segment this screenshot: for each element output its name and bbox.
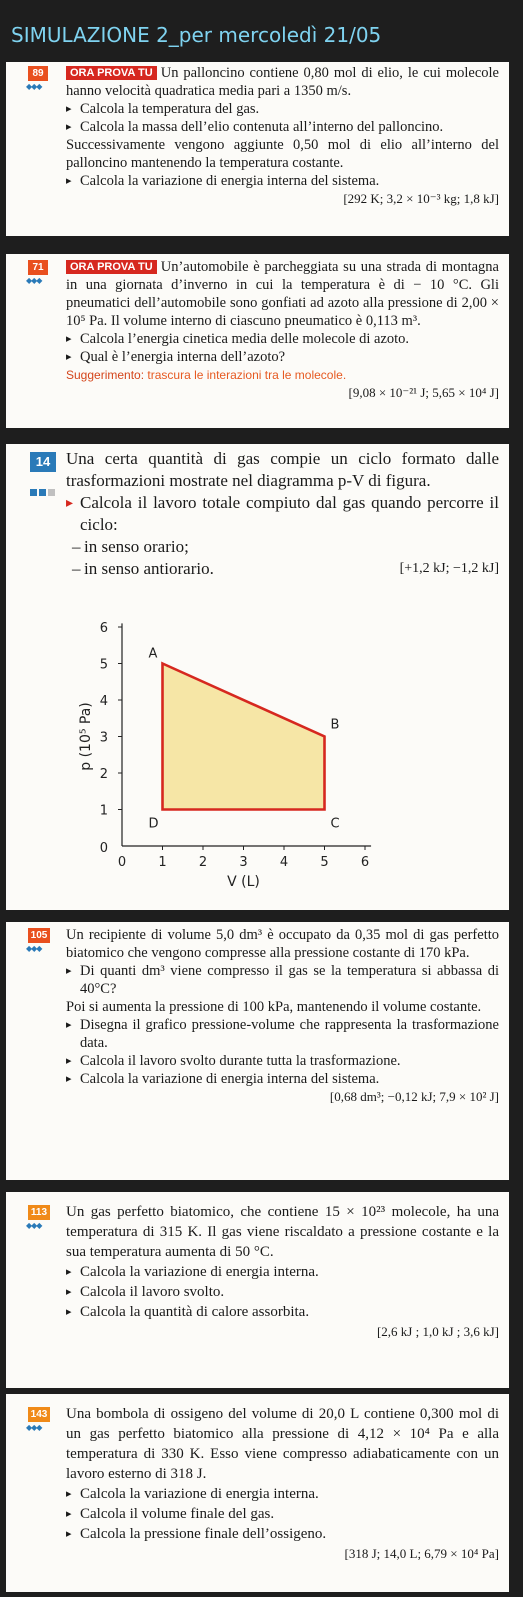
x-tick-label: 1 — [158, 855, 167, 870]
exercise-text: Un recipiente di volume 5,0 dm³ è occupato da 0,35 mol di gas perfetto biatomico che vengono compresse alla pressione costante di 170 kPa. — [66, 927, 499, 961]
x-tick-label: 5 — [320, 855, 329, 870]
difficulty-diamonds-icon: ◆◆◆ — [26, 82, 42, 91]
sub-question: – in senso orario; — [66, 536, 499, 558]
x-tick-label: 2 — [198, 855, 208, 870]
exercise-text: Una certa quantità di gas compie un ciclo formato dalle trasformazioni mostrate nel diagramma p-V di figura. — [66, 449, 499, 490]
exercise-number: 143 — [28, 1407, 50, 1422]
question-item: ▸ Calcola l’energia cinetica media delle molecole di azoto. — [66, 330, 499, 348]
y-origin-label: 0 — [99, 841, 108, 856]
difficulty-diamonds-icon: ◆◆◆ — [26, 1221, 42, 1230]
exercise-number: 105 — [28, 928, 50, 943]
answer-text: [9,08 × 10⁻²¹ J; 5,65 × 10⁴ J] — [348, 385, 499, 400]
try-it-tag: ORA PROVA TU — [66, 66, 157, 80]
hint-text: Suggerimento: trascura le interazioni tra le molecole. — [66, 368, 347, 382]
exercise-text: Una bombola di ossigeno del volume di 20,0 L contiene 0,300 mol di un gas perfetto biatomico alla pressione di 4,12 × 10⁴ Pa e alla temperatura di 330 K. Esso viene compresso adiabaticamente con un lavoro esterno di 318 J. — [66, 1406, 499, 1482]
difficulty-squares-icon — [30, 480, 57, 502]
difficulty-diamonds-icon: ◆◆◆ — [26, 1423, 42, 1432]
question-item: ▸ Calcola la pressione finale dell’ossigeno. — [66, 1524, 499, 1544]
exercise-text: Un gas perfetto biatomico, che contiene 15 × 10²³ molecole, ha una temperatura di 315 K. Il gas viene riscaldato a pressione costante e la sua temperatura aumenta di 50 °C. — [66, 1204, 499, 1260]
x-tick-label: 3 — [239, 855, 248, 870]
point-label-d: D — [148, 816, 159, 832]
cycle-area — [163, 664, 325, 810]
question-item: ▸ Qual è l’energia interna dell’azoto? — [66, 348, 499, 366]
question-item: ▸ Calcola il lavoro svolto durante tutta la trasformazione. — [66, 1052, 499, 1070]
y-tick-label: 4 — [99, 694, 108, 709]
question-item: ▸ Disegna il grafico pressione-volume che rappresenta la trasformazione data. — [66, 1016, 499, 1052]
point-label-b: B — [330, 717, 340, 733]
question-item: ▸ Calcola il lavoro svolto. — [66, 1282, 499, 1302]
question-item: ▸ Calcola la temperatura del gas. — [66, 100, 499, 118]
answer-text: [0,68 dm³; −0,12 kJ; 7,9 × 10² J] — [329, 1089, 499, 1104]
question-item: ▸ Calcola la quantità di calore assorbita. — [66, 1302, 499, 1322]
y-axis-label: p (10⁵ Pa) — [78, 702, 94, 771]
question-item: ▸ Di quanti dm³ viene compresso il gas se la temperatura si abbassa di 40°C? — [66, 962, 499, 998]
sub-question: – in senso antiorario. [+1,2 kJ; −1,2 kJ] — [66, 558, 499, 580]
exercise-number: 89 — [28, 66, 48, 81]
pv-diagram-chart — [76, 602, 394, 908]
exercise-105 — [6, 922, 509, 1180]
exercise-71 — [6, 254, 509, 428]
question-item: ▸ Calcola la variazione di energia interna del sistema. — [66, 1070, 499, 1088]
exercise-number: 113 — [28, 1205, 50, 1220]
x-tick-label: 4 — [279, 855, 289, 870]
x-origin-label: 0 — [117, 855, 127, 870]
x-axis-label: V (L) — [227, 874, 260, 890]
answer-text: [318 J; 14,0 L; 6,79 × 10⁴ Pa] — [344, 1546, 499, 1561]
point-label-c: C — [330, 816, 340, 832]
point-label-a: A — [148, 646, 158, 662]
question-item: ▸ Calcola la variazione di energia interna del sistema. — [66, 172, 499, 190]
exercise-text: Successivamente vengono aggiunte 0,50 mol di elio all’interno del palloncino mantenendo la temperatura costante. — [66, 137, 499, 171]
y-tick-label: 6 — [99, 621, 108, 636]
exercise-number: 14 — [30, 452, 56, 472]
exercise-text: ORA PROVA TU Un palloncino contiene 0,80 mol di elio, le cui molecole hanno velocità quadratica media pari a 1350 m/s. — [66, 65, 499, 99]
difficulty-diamonds-icon: ◆◆◆ — [26, 276, 42, 285]
y-tick-label: 3 — [99, 730, 108, 746]
exercise-text: ORA PROVA TU Un’automobile è parcheggiata su una strada di montagna in una giornata d’inverno in cui la temperatura è di − 10 °C. Gli pneumatici dell’automobile sono gonfiati ad azoto alla pressione di 2,00 × 10⁵ Pa. Il volume interno di ciascuno pneumatico è 0,113 m³. — [66, 259, 499, 329]
answer-text: [2,6 kJ ; 1,0 kJ ; 3,6 kJ] — [376, 1324, 499, 1339]
x-tick-label: 6 — [360, 855, 370, 870]
difficulty-diamonds-icon: ◆◆◆ — [26, 944, 42, 953]
page-title: SIMULAZIONE 2_per mercoledì 21/05 — [0, 0, 523, 50]
question-item: ▸ Calcola il volume finale del gas. — [66, 1504, 499, 1524]
exercise-113 — [6, 1192, 509, 1388]
question-item: ▸ Calcola la massa dell’elio contenuta all’interno del palloncino. — [66, 118, 499, 136]
exercise-text: Poi si aumenta la pressione di 100 kPa, mantenendo il volume costante. — [66, 999, 482, 1015]
answer-text: [292 K; 3,2 × 10⁻³ kg; 1,8 kJ] — [343, 191, 499, 206]
try-it-tag: ORA PROVA TU — [66, 260, 157, 274]
y-tick-label: 5 — [99, 657, 108, 673]
exercise-number: 71 — [28, 260, 48, 275]
question-item: ▸ Calcola la variazione di energia interna. — [66, 1484, 499, 1504]
y-tick-label: 2 — [99, 767, 108, 782]
question-item: ▸ Calcola la variazione di energia interna. — [66, 1262, 499, 1282]
exercise-89 — [6, 62, 509, 236]
question-item: ▸ Calcola il lavoro totale compiuto dal gas quando percorre il ciclo: — [66, 492, 499, 536]
y-tick-label: 1 — [99, 803, 108, 819]
answer-text: [+1,2 kJ; −1,2 kJ] — [399, 561, 499, 576]
exercise-143 — [6, 1394, 509, 1592]
